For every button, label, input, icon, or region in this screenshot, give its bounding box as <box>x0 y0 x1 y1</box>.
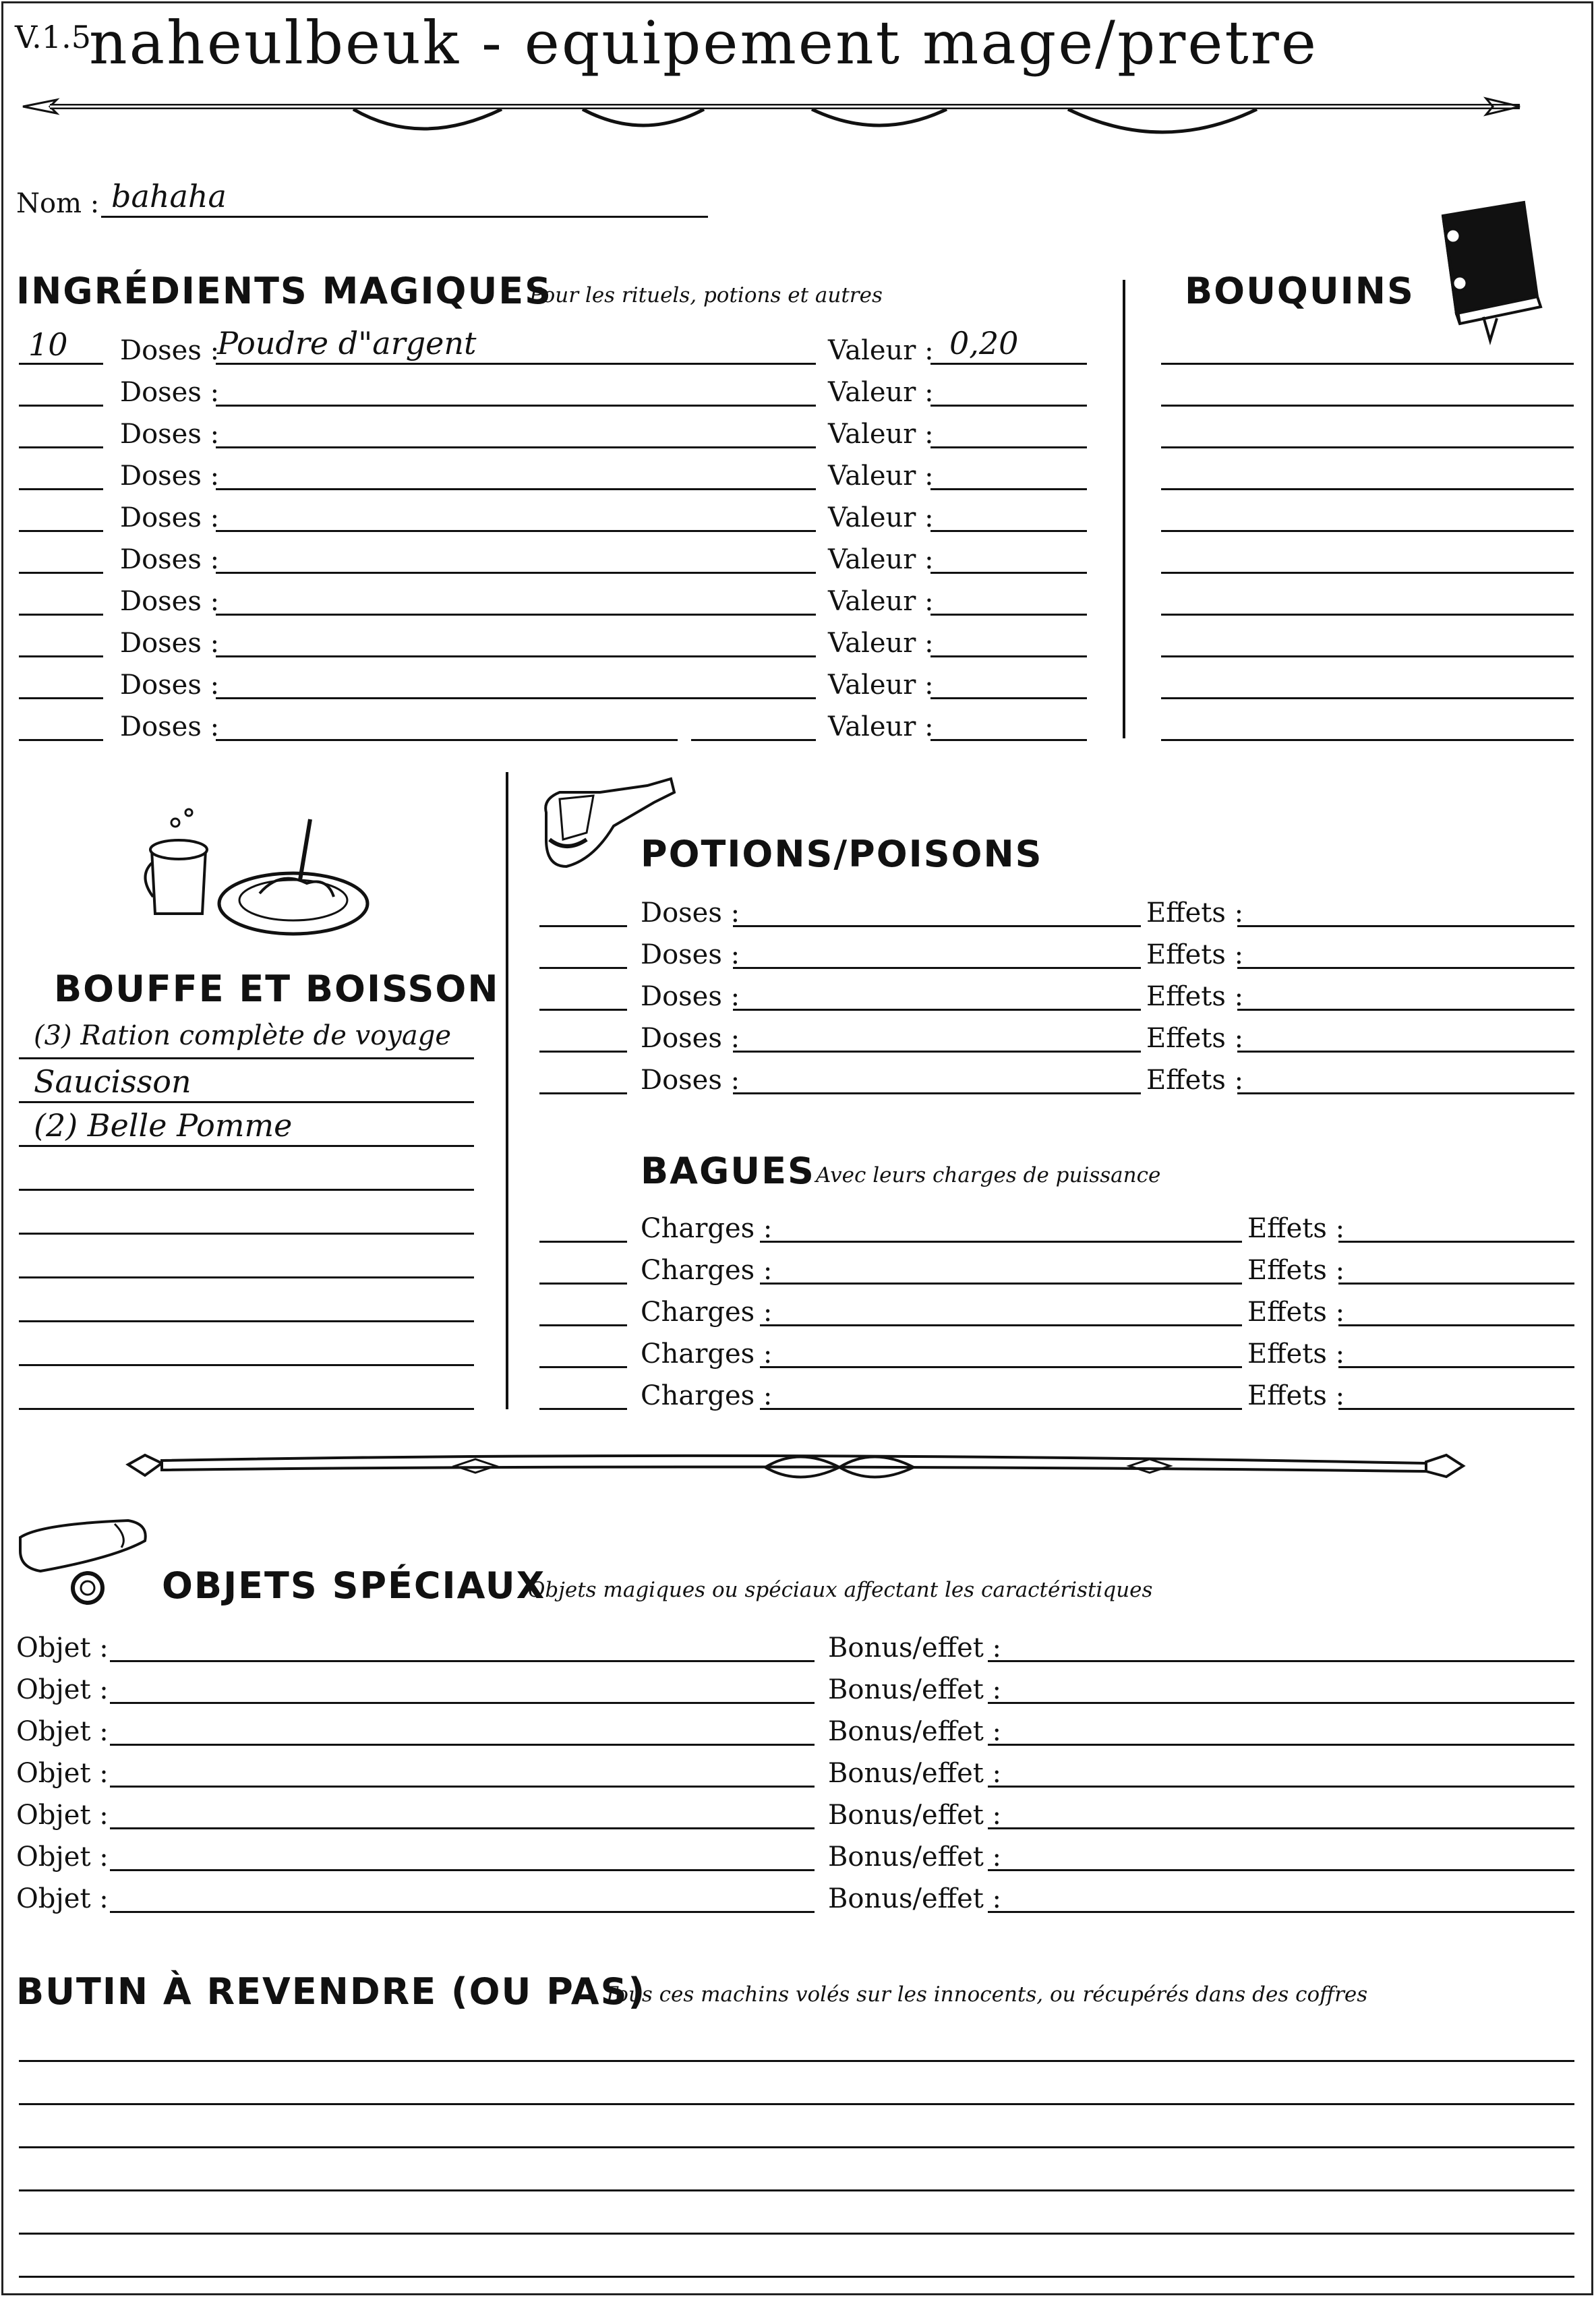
book-icon <box>1429 196 1551 344</box>
ring-qty-line[interactable] <box>539 1324 627 1326</box>
potion-doses-label: Doses : <box>641 981 740 1012</box>
ingredient-value-line[interactable] <box>930 614 1087 616</box>
potion-effets-label: Effets : <box>1146 981 1244 1012</box>
objet-line[interactable] <box>110 1660 815 1662</box>
bonus-label: Bonus/effet : <box>828 1842 1002 1873</box>
ingredient-value-line[interactable] <box>930 363 1087 365</box>
ingredient-valeur-label: Valeur : <box>828 711 934 742</box>
ring-effets-label: Effets : <box>1247 1380 1345 1411</box>
potion-doses-label: Doses : <box>641 939 740 970</box>
ingredient-name-value[interactable]: Poudre d"argent <box>217 325 477 361</box>
ingredient-name-line[interactable] <box>691 739 816 741</box>
bagues-title: BAGUES <box>641 1150 815 1192</box>
potion-name-line[interactable] <box>733 925 1141 927</box>
potion-qty-line[interactable] <box>539 925 627 927</box>
potion-name-line[interactable] <box>733 1009 1141 1011</box>
food-line[interactable] <box>19 1364 474 1366</box>
butin-line[interactable] <box>19 2146 1574 2148</box>
potion-effets-label: Effets : <box>1146 897 1244 929</box>
food-line[interactable] <box>19 1276 474 1278</box>
bouquin-line[interactable] <box>1161 488 1574 490</box>
ingredient-value-line[interactable] <box>930 446 1087 448</box>
ingredients-title: INGRÉDIENTS MAGIQUES <box>16 270 553 312</box>
ring-charges-label: Charges : <box>641 1255 773 1286</box>
objet-label: Objet : <box>16 1632 109 1663</box>
bonus-line[interactable] <box>988 1744 1574 1746</box>
objet-line[interactable] <box>110 1702 815 1704</box>
page-title: naheulbeuk - equipement mage/pretre <box>89 8 1318 78</box>
bouquin-line[interactable] <box>1161 739 1574 741</box>
butin-line[interactable] <box>19 2189 1574 2191</box>
objet-line[interactable] <box>110 1911 815 1913</box>
ingredient-valeur-label: Valeur : <box>828 461 934 492</box>
butin-line[interactable] <box>19 2103 1574 2105</box>
bonus-line[interactable] <box>988 1660 1574 1662</box>
butin-line[interactable] <box>19 2276 1574 2278</box>
ingredient-valeur-label: Valeur : <box>828 419 934 450</box>
vertical-divider-food <box>506 772 508 1409</box>
ring-charges-label: Charges : <box>641 1338 773 1369</box>
vertical-divider-ingredients <box>1123 280 1125 738</box>
bonus-line[interactable] <box>988 1702 1574 1704</box>
food-line[interactable] <box>19 1057 474 1059</box>
ingredient-value-line[interactable] <box>930 572 1087 574</box>
ingredient-valeur-label: Valeur : <box>828 377 934 408</box>
bonus-line[interactable] <box>988 1911 1574 1913</box>
name-label: Nom : <box>16 188 100 219</box>
ring-effect-line[interactable] <box>1338 1283 1574 1285</box>
ingredient-qty-line[interactable] <box>19 405 103 407</box>
ingredient-doses-label: Doses : <box>120 544 220 575</box>
ingredient-valeur-label: Valeur : <box>828 544 934 575</box>
potion-effect-line[interactable] <box>1237 925 1574 927</box>
ring-effets-label: Effets : <box>1247 1338 1345 1369</box>
bouquin-line[interactable] <box>1161 655 1574 657</box>
food-line[interactable] <box>19 1101 474 1103</box>
bonus-label: Bonus/effet : <box>828 1632 1002 1663</box>
bouquin-line[interactable] <box>1161 405 1574 407</box>
ingredient-qty-line[interactable] <box>19 530 103 532</box>
objets-subtitle: Objets magiques ou spéciaux affectant les caractéristiques <box>528 1578 1153 1602</box>
potion-name-line[interactable] <box>733 1092 1141 1094</box>
ingredient-valeur-label: Valeur : <box>828 628 934 659</box>
name-value[interactable]: bahaha <box>111 178 227 214</box>
food-item-value[interactable]: (3) Ration complète de voyage <box>34 1020 452 1051</box>
food-line[interactable] <box>19 1320 474 1322</box>
food-line[interactable] <box>19 1408 474 1410</box>
potion-doses-label: Doses : <box>641 1023 740 1054</box>
potion-effect-line[interactable] <box>1237 1009 1574 1011</box>
potion-effets-label: Effets : <box>1146 1023 1244 1054</box>
butin-subtitle: Tous ces machins volés sur les innocents, ou récupérés dans des coffres <box>603 1982 1368 2007</box>
objet-line[interactable] <box>110 1827 815 1829</box>
bonus-line[interactable] <box>988 1786 1574 1788</box>
ingredient-qty-line[interactable] <box>19 488 103 490</box>
ingredient-doses-label: Doses : <box>120 628 220 659</box>
food-line[interactable] <box>19 1189 474 1191</box>
ingredients-subtitle: Pour les rituels, potions et autres <box>529 283 883 307</box>
food-line[interactable] <box>19 1145 474 1147</box>
staff-divider <box>125 1443 1467 1497</box>
ingredient-doses-label: Doses : <box>120 586 220 617</box>
ring-effets-label: Effets : <box>1247 1297 1345 1328</box>
bonus-label: Bonus/effet : <box>828 1674 1002 1705</box>
bonus-line[interactable] <box>988 1869 1574 1871</box>
ingredient-qty-line[interactable] <box>19 739 103 741</box>
ingredient-doses-label: Doses : <box>120 419 220 450</box>
ring-effect-line[interactable] <box>1338 1366 1574 1368</box>
ingredient-value-line[interactable] <box>930 488 1087 490</box>
bonus-label: Bonus/effet : <box>828 1800 1002 1831</box>
food-title: BOUFFE ET BOISSON <box>54 968 500 1010</box>
ring-effect-line[interactable] <box>1338 1324 1574 1326</box>
version-label: V.1.5 <box>15 19 91 55</box>
ring-qty-line[interactable] <box>539 1283 627 1285</box>
objet-line[interactable] <box>110 1869 815 1871</box>
ingredient-doses-label: Doses : <box>120 377 220 408</box>
ingredient-name-line[interactable] <box>216 363 816 365</box>
potion-effect-line[interactable] <box>1237 1092 1574 1094</box>
ingredient-name-line[interactable] <box>216 697 816 699</box>
ingredient-doses-label: Doses : <box>120 461 220 492</box>
bonus-label: Bonus/effet : <box>828 1716 1002 1747</box>
ingredient-doses-label: Doses : <box>120 502 220 533</box>
ring-qty-line[interactable] <box>539 1366 627 1368</box>
ingredient-doses-label: Doses : <box>120 711 220 742</box>
bonus-label: Bonus/effet : <box>828 1758 1002 1789</box>
ingredient-qty-line[interactable] <box>19 614 103 616</box>
ring-name-line[interactable] <box>760 1366 1242 1368</box>
ring-charges-label: Charges : <box>641 1380 773 1411</box>
potions-title: POTIONS/POISONS <box>641 833 1043 875</box>
ingredient-doses-label: Doses : <box>120 335 220 366</box>
ingredient-name-line[interactable] <box>216 739 678 741</box>
ingredient-name-line[interactable] <box>216 446 816 448</box>
objet-label: Objet : <box>16 1674 109 1705</box>
objets-title: OBJETS SPÉCIAUX <box>162 1564 546 1607</box>
spear-divider-top <box>16 88 1527 148</box>
ingredient-qty-line[interactable] <box>19 572 103 574</box>
food-item-value[interactable]: (2) Belle Pomme <box>34 1107 293 1144</box>
ingredient-valeur-label: Valeur : <box>828 670 934 701</box>
butin-title: BUTIN À REVENDRE (OU PAS) <box>16 1970 647 2013</box>
bouquin-line[interactable] <box>1161 614 1574 616</box>
ingredient-qty-line[interactable] <box>19 655 103 657</box>
butin-line[interactable] <box>19 2060 1574 2062</box>
bonus-line[interactable] <box>988 1827 1574 1829</box>
bagues-subtitle: Avec leurs charges de puissance <box>816 1163 1161 1187</box>
ingredient-value-line[interactable] <box>930 530 1087 532</box>
ingredient-name-line[interactable] <box>216 572 816 574</box>
food-line[interactable] <box>19 1233 474 1235</box>
bouquin-line[interactable] <box>1161 363 1574 365</box>
ingredient-value-line[interactable] <box>930 655 1087 657</box>
objet-line[interactable] <box>110 1744 815 1746</box>
potion-doses-label: Doses : <box>641 897 740 929</box>
bouquin-line[interactable] <box>1161 572 1574 574</box>
ingredient-qty-line[interactable] <box>19 363 103 365</box>
potion-qty-line[interactable] <box>539 967 627 969</box>
ingredient-name-line[interactable] <box>216 405 816 407</box>
potion-effect-line[interactable] <box>1237 1051 1574 1053</box>
ring-charges-label: Charges : <box>641 1297 773 1328</box>
potion-doses-label: Doses : <box>641 1065 740 1096</box>
potion-name-line[interactable] <box>733 967 1141 969</box>
name-line <box>101 216 708 218</box>
potion-name-line[interactable] <box>733 1051 1141 1053</box>
ingredient-name-line[interactable] <box>216 655 816 657</box>
ingredient-valeur-label: Valeur : <box>828 335 934 366</box>
objet-label: Objet : <box>16 1758 109 1789</box>
objet-label: Objet : <box>16 1716 109 1747</box>
food-item-value[interactable]: Saucisson <box>34 1063 191 1100</box>
bouquin-line[interactable] <box>1161 530 1574 532</box>
ring-name-line[interactable] <box>760 1241 1242 1243</box>
ring-effect-line[interactable] <box>1338 1241 1574 1243</box>
objet-label: Objet : <box>16 1800 109 1831</box>
ring-effect-line[interactable] <box>1338 1408 1574 1410</box>
ingredient-qty-value[interactable]: 10 <box>28 326 68 363</box>
bouquin-line[interactable] <box>1161 697 1574 699</box>
objet-label: Objet : <box>16 1883 109 1914</box>
bonus-label: Bonus/effet : <box>828 1883 1002 1914</box>
ingredient-value-value[interactable]: 0,20 <box>949 325 1019 361</box>
bouquin-line[interactable] <box>1161 446 1574 448</box>
ingredient-valeur-label: Valeur : <box>828 586 934 617</box>
ring-name-line[interactable] <box>760 1283 1242 1285</box>
ingredient-value-line[interactable] <box>930 697 1087 699</box>
ingredient-value-line[interactable] <box>930 739 1087 741</box>
ring-effets-label: Effets : <box>1247 1213 1345 1244</box>
ingredient-qty-line[interactable] <box>19 446 103 448</box>
potion-qty-line[interactable] <box>539 1051 627 1053</box>
ring-name-line[interactable] <box>760 1408 1242 1410</box>
scroll-and-ring-icon <box>13 1510 155 1612</box>
butin-line[interactable] <box>19 2233 1574 2235</box>
bouquins-title: BOUQUINS <box>1185 270 1415 312</box>
ingredient-value-line[interactable] <box>930 405 1087 407</box>
ring-charges-label: Charges : <box>641 1213 773 1244</box>
objet-line[interactable] <box>110 1786 815 1788</box>
objet-label: Objet : <box>16 1842 109 1873</box>
ring-qty-line[interactable] <box>539 1408 627 1410</box>
ingredient-name-line[interactable] <box>216 614 816 616</box>
potion-qty-line[interactable] <box>539 1092 627 1094</box>
ingredient-name-line[interactable] <box>216 530 816 532</box>
ingredient-doses-label: Doses : <box>120 670 220 701</box>
ingredient-qty-line[interactable] <box>19 697 103 699</box>
ring-name-line[interactable] <box>760 1324 1242 1326</box>
potion-qty-line[interactable] <box>539 1009 627 1011</box>
potion-effect-line[interactable] <box>1237 967 1574 969</box>
potion-effets-label: Effets : <box>1146 939 1244 970</box>
ingredient-name-line[interactable] <box>216 488 816 490</box>
food-and-drink-icon <box>138 802 374 937</box>
ingredient-valeur-label: Valeur : <box>828 502 934 533</box>
potion-effets-label: Effets : <box>1146 1065 1244 1096</box>
ring-effets-label: Effets : <box>1247 1255 1345 1286</box>
ring-qty-line[interactable] <box>539 1241 627 1243</box>
